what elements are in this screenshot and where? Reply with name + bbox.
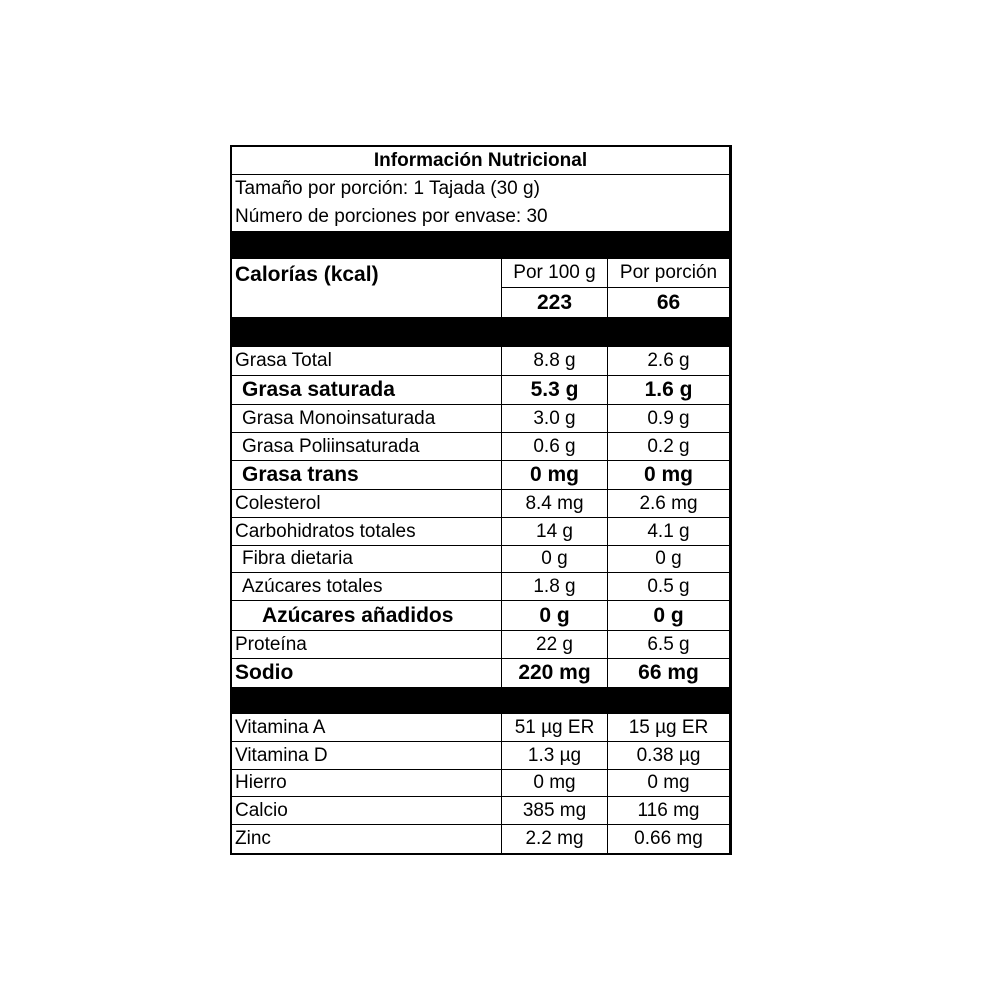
table-row: [232, 825, 729, 853]
nutrient-label: Grasa saturada: [242, 378, 395, 401]
nutrient-perserving: 1.6 g: [607, 376, 729, 404]
vitamin-perserving: 116 mg: [607, 797, 729, 824]
nutrient-label: Carbohidratos totales: [235, 520, 416, 542]
vitamin-per100: 0 mg: [501, 770, 607, 796]
nutrient-perserving: 2.6 mg: [607, 490, 729, 517]
nutrient-perserving: 0 g: [607, 601, 729, 630]
per100-column-header: [501, 259, 607, 317]
vitamin-perserving: 0.38 µg: [607, 742, 729, 769]
nutrient-per100: 8.4 mg: [501, 490, 607, 517]
table-row: [232, 433, 729, 461]
table-row: [232, 573, 729, 601]
serving-size-row: [232, 175, 729, 203]
nutrient-perserving: 2.6 g: [607, 347, 729, 375]
nutrient-per100: 3.0 g: [501, 405, 607, 432]
nutrition-facts-table: [230, 145, 732, 855]
nutrient-perserving: 0 g: [607, 546, 729, 572]
servings-per-container-row: [232, 203, 729, 232]
nutrient-per100: 14 g: [501, 518, 607, 545]
table-row: [232, 659, 729, 688]
table-row: [232, 601, 729, 631]
table-row: [232, 347, 729, 376]
servings-per-container: Número de porciones por envase: 30: [235, 206, 548, 227]
calories-label: Calorías (kcal): [235, 263, 379, 286]
nutrient-perserving: 0.5 g: [607, 573, 729, 600]
table-title: Información Nutricional: [373, 149, 588, 171]
nutrient-label: Azúcares añadidos: [262, 603, 454, 627]
table-row: [232, 797, 729, 825]
nutrient-per100: 1.8 g: [501, 573, 607, 600]
divider-bar: [232, 688, 729, 714]
vitamin-label: Zinc: [235, 828, 271, 849]
nutrient-label: Fibra dietaria: [242, 548, 353, 569]
nutrient-per100: 22 g: [501, 631, 607, 658]
calories-per100: 223: [536, 290, 573, 314]
vitamin-label: Vitamina D: [235, 744, 328, 766]
title-row: [232, 147, 729, 175]
table-row: [232, 742, 729, 770]
nutrient-per100: 8.8 g: [501, 347, 607, 375]
nutrient-label: Sodio: [235, 661, 294, 684]
perserving-header: Por porción: [608, 259, 729, 288]
nutrient-per100: 220 mg: [501, 659, 607, 687]
perserving-column-header: [607, 259, 729, 317]
divider-bar: [232, 317, 729, 347]
nutrient-label: Grasa Total: [235, 350, 332, 371]
table-row: [232, 518, 729, 546]
vitamin-per100: 51 µg ER: [501, 714, 607, 741]
nutrient-label: Grasa Poliinsaturada: [242, 435, 420, 457]
table-row: [232, 490, 729, 518]
nutrient-label: Azúcares totales: [242, 575, 383, 597]
table-row: [232, 405, 729, 433]
vitamin-perserving: 15 µg ER: [607, 714, 729, 741]
nutrient-per100: 0 g: [501, 601, 607, 630]
nutrient-perserving: 0.9 g: [607, 405, 729, 432]
table-row: [232, 631, 729, 659]
vitamin-per100: 1.3 µg: [501, 742, 607, 769]
nutrient-label: Proteína: [235, 633, 307, 655]
nutrient-perserving: 66 mg: [607, 659, 729, 687]
vitamin-perserving: 0.66 mg: [607, 825, 729, 853]
table-row: [232, 546, 729, 573]
nutrient-perserving: 0.2 g: [607, 433, 729, 460]
vitamin-perserving: 0 mg: [607, 770, 729, 796]
table-row: [232, 376, 729, 405]
calories-perserving: 66: [656, 290, 681, 314]
vitamin-label: Vitamina A: [235, 716, 326, 738]
nutrient-perserving: 0 mg: [607, 461, 729, 489]
calories-row: [232, 259, 729, 317]
nutrient-per100: 5.3 g: [501, 376, 607, 404]
nutrient-label: Grasa Monoinsaturada: [242, 407, 436, 429]
nutrient-per100: 0.6 g: [501, 433, 607, 460]
vitamin-per100: 385 mg: [501, 797, 607, 824]
nutrient-per100: 0 mg: [501, 461, 607, 489]
nutrient-perserving: 4.1 g: [607, 518, 729, 545]
nutrient-label: Grasa trans: [242, 463, 359, 486]
table-row: [232, 461, 729, 490]
table-row: [232, 714, 729, 742]
per100-header: Por 100 g: [502, 259, 607, 288]
nutrient-label: Colesterol: [235, 492, 321, 514]
vitamin-label: Calcio: [235, 799, 288, 821]
vitamin-label: Hierro: [235, 772, 287, 793]
divider-bar: [232, 232, 729, 259]
serving-size: Tamaño por porción: 1 Tajada (30 g): [235, 178, 540, 199]
table-row: [232, 770, 729, 797]
nutrient-perserving: 6.5 g: [607, 631, 729, 658]
vitamin-per100: 2.2 mg: [501, 825, 607, 853]
nutrient-per100: 0 g: [501, 546, 607, 572]
